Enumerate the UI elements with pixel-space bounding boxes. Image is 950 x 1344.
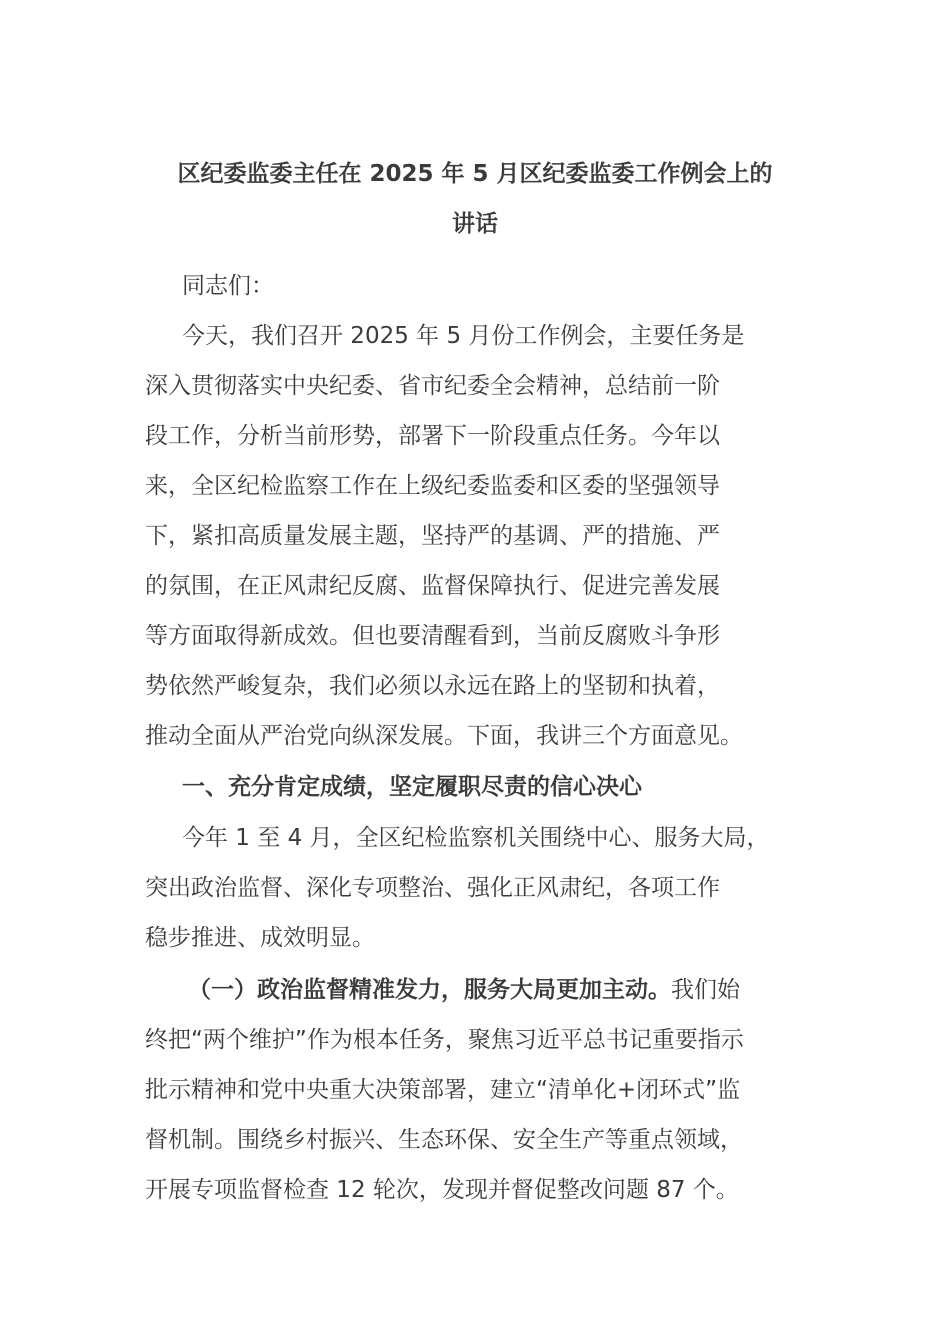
intro-line: 等方面取得新成效。但也要清醒看到，当前反腐败斗争形: [145, 623, 720, 649]
subsection-line: 督机制。围绕乡村振兴、生态环保、安全生产等重点领域，: [145, 1127, 743, 1153]
section-line: 稳步推进、成效明显。: [145, 925, 375, 951]
subsection-text: 我们始: [671, 977, 740, 1003]
document-title-line-2: 讲话: [452, 211, 498, 237]
intro-line: 下，紧扣高质量发展主题，坚持严的基调、严的措施、严: [145, 523, 720, 549]
section-line: 突出政治监督、深化专项整治、强化正风肃纪，各项工作: [145, 875, 720, 901]
intro-line: 势依然严峻复杂，我们必须以永远在路上的坚韧和执着，: [145, 673, 720, 699]
section-heading: 一、充分肯定成绩，坚定履职尽责的信心决心: [182, 774, 642, 800]
section-line: 今年 1 至 4 月，全区纪检监察机关围绕中心、服务大局，: [182, 825, 770, 851]
subsection-line: 终把“两个维护”作为根本任务，聚焦习近平总书记重要指示: [145, 1027, 744, 1053]
subsection-first-line: [188, 974, 740, 1006]
document-title-line-1: 区纪委监委主任在 2025 年 5 月区纪委监委工作例会上的: [177, 161, 773, 187]
intro-line: 段工作，分析当前形势，部署下一阶段重点任务。今年以: [145, 423, 720, 449]
greeting: 同志们：: [182, 273, 274, 299]
intro-line: 深入贯彻落实中央纪委、省市纪委全会精神，总结前一阶: [145, 373, 720, 399]
intro-line: 的氛围，在正风肃纪反腐、监督保障执行、促进完善发展: [145, 573, 720, 599]
subsection-line: 开展专项监督检查 12 轮次，发现并督促整改问题 87 个。: [145, 1177, 739, 1203]
subsection-heading: （一）政治监督精准发力，服务大局更加主动。: [188, 977, 671, 1003]
intro-line: 推动全面从严治党向纵深发展。下面，我讲三个方面意见。: [145, 723, 743, 749]
intro-line: 来，全区纪检监察工作在上级纪委监委和区委的坚强领导: [145, 473, 720, 499]
intro-line: 今天，我们召开 2025 年 5 月份工作例会，主要任务是: [182, 323, 745, 349]
subsection-line: 批示精神和党中央重大决策部署，建立“清单化+闭环式”监: [145, 1077, 741, 1103]
